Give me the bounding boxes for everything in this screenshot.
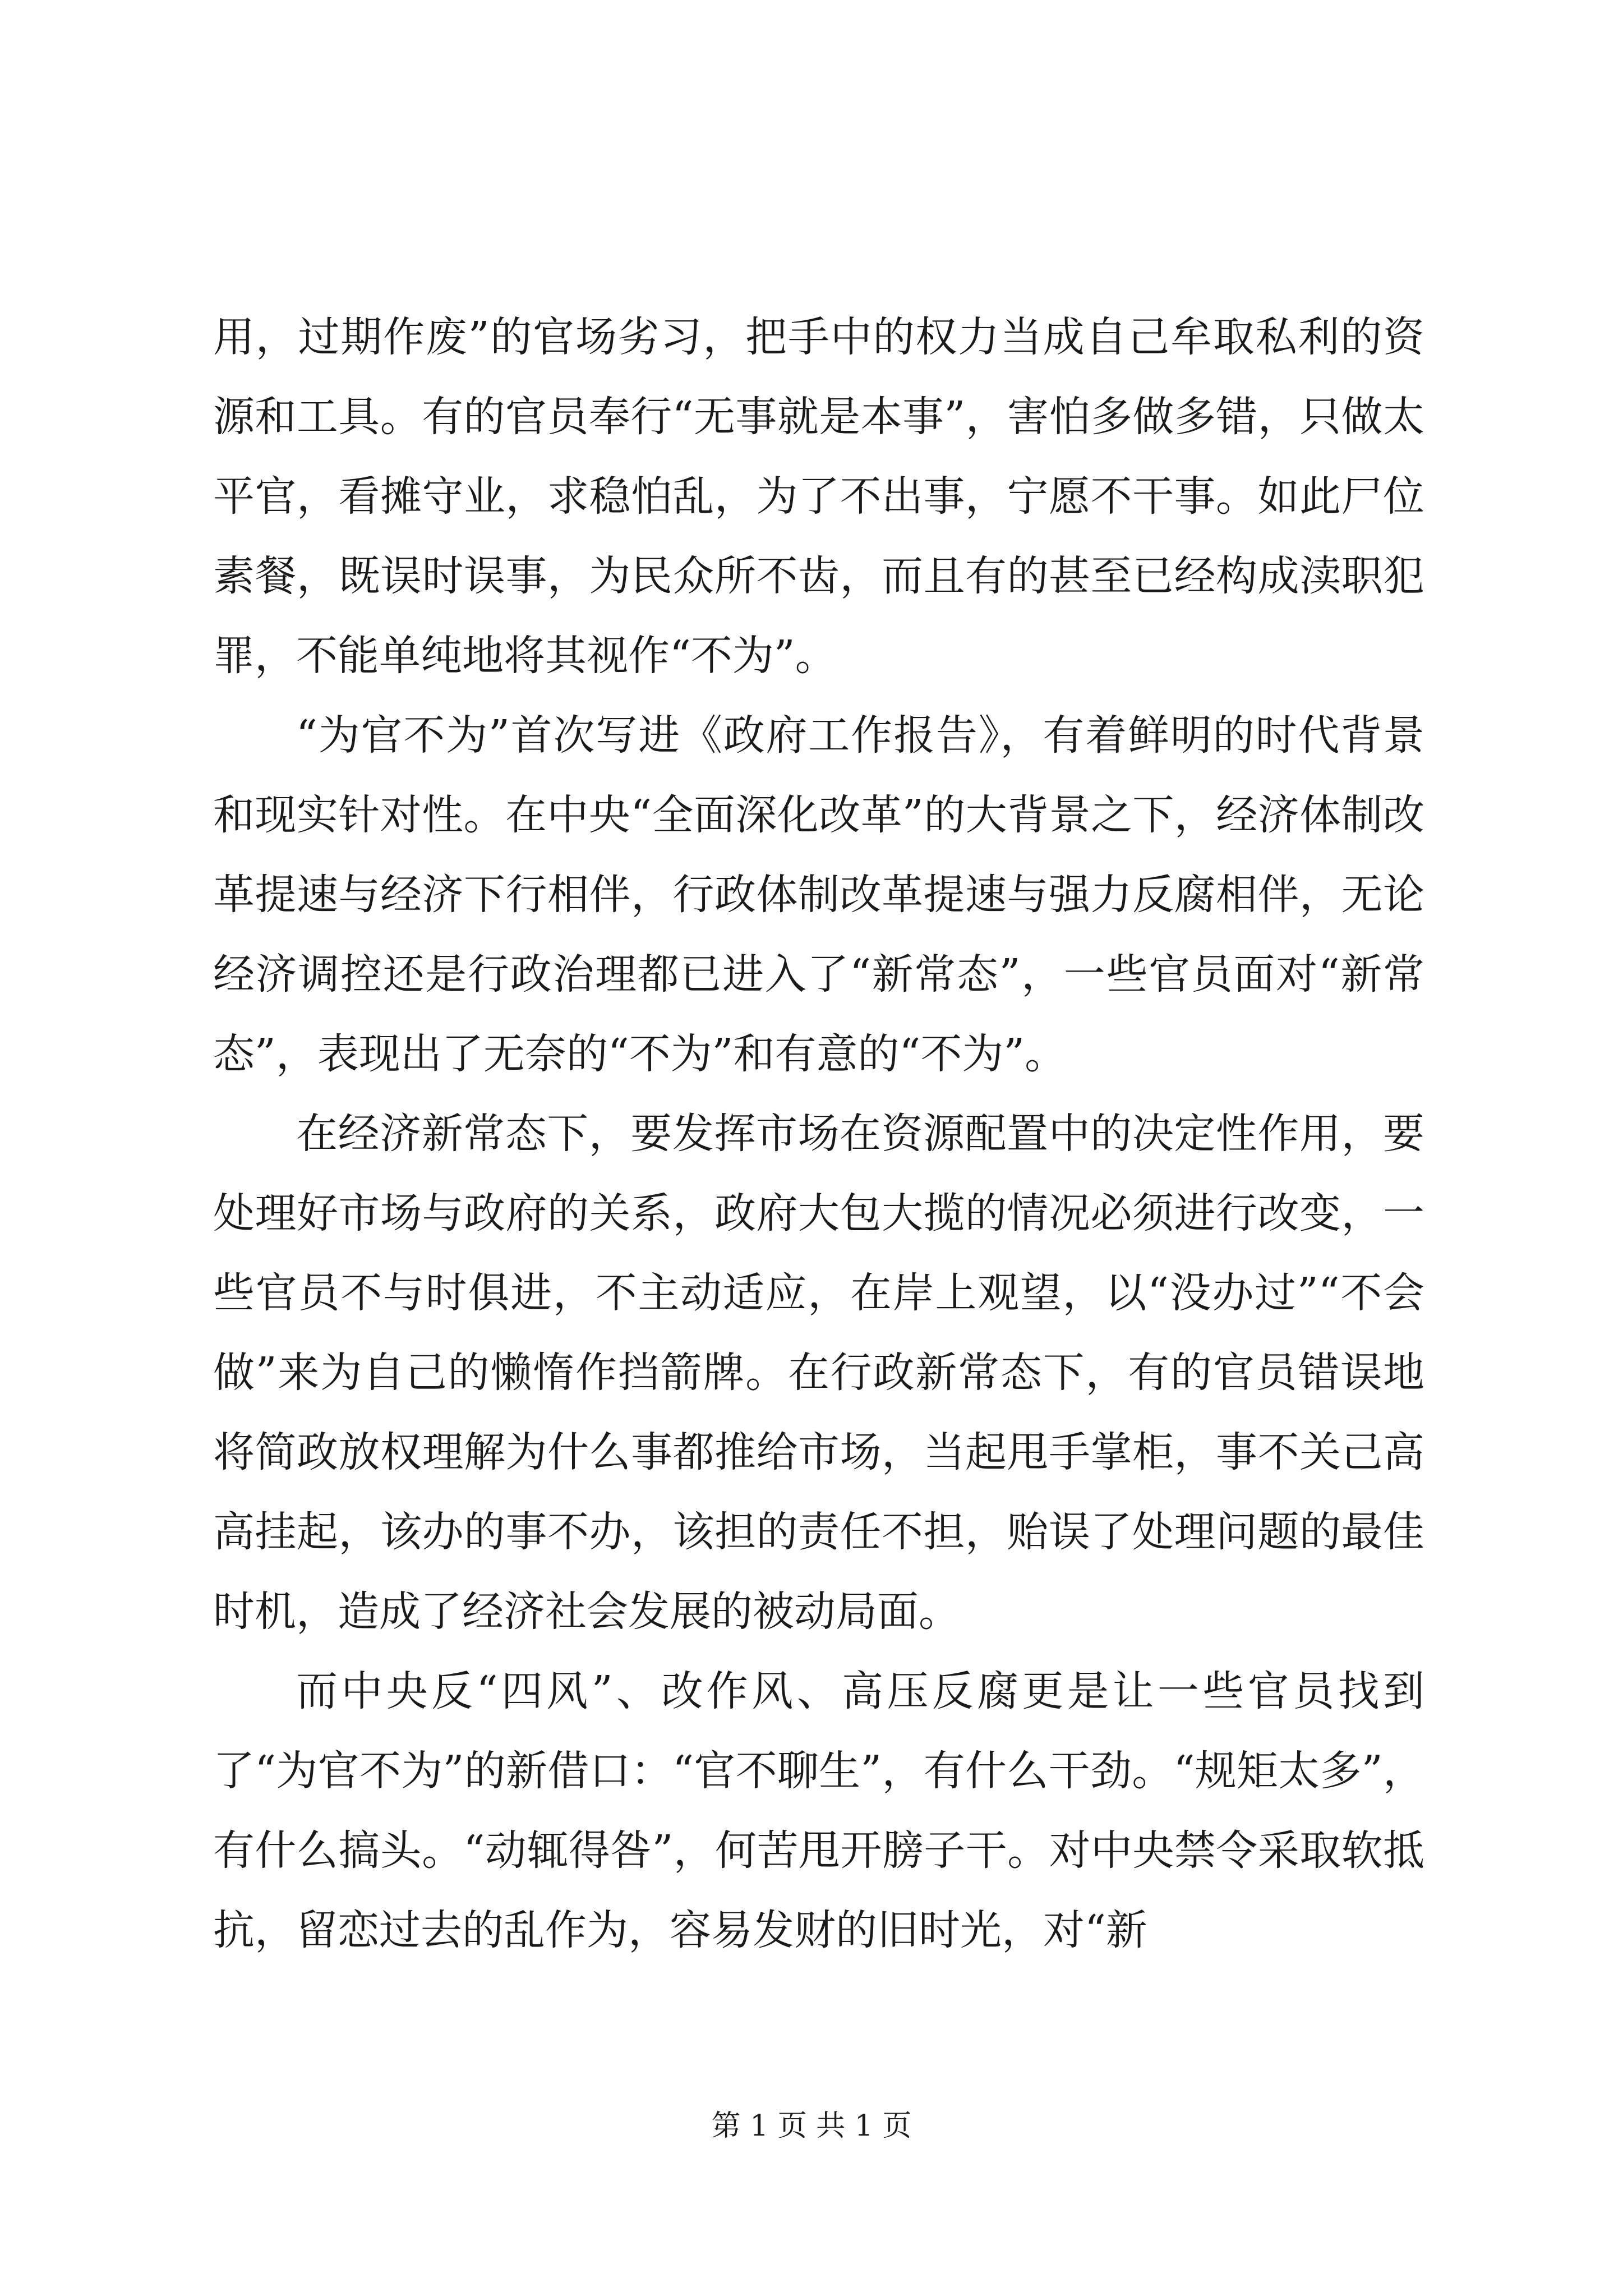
page-footer: 第 1 页 共 1 页 bbox=[711, 2109, 912, 2143]
paragraph-1: 用，过期作废”的官场劣习，把手中的权力当成自己牟取私利的资源和工具。有的官员奉行“无事就是本事”，害怕多做多错，只做太平官，看摊守业，求稳怕乱，为了不出事，宁愿不干事。如此尸位素餐，既误时误事，为民众所不齿，而且有的甚至已经构成渎职犯罪，不能单纯地将其视作“不为”。 bbox=[213, 313, 1424, 680]
paragraph-3: 在经济新常态下，要发挥市场在资源配置中的决定性作用，要处理好市场与政府的关系，政府大包大揽的情况必须进行改变，一些官员不与时俱进，不主动适应，在岸上观望，以“没办过”“不会做”来为自己的懒惰作挡箭牌。在行政新常态下，有的官员错误地将简政放权理解为什么事都推给市场，当起甩手掌柜，事不关己高高挂起，该办的事不办，该担的责任不担，贻误了处理问题的最佳时机，造成了经济社会发展的被动局面。 bbox=[213, 1110, 1424, 1636]
paragraph-4: 而中央反“四风”、改作风、高压反腐更是让一些官员找到了“为官不为”的新借口：“官不聊生”，有什么干劲。“规矩太多”，有什么搞头。“动辄得咎”，何苦甩开膀子干。对中央禁令采取软抵抗，留恋过去的乱作为，容易发财的旧时光，对“新 bbox=[213, 1667, 1424, 1954]
body-text bbox=[213, 297, 1424, 1970]
paragraph-2: “为官不为”首次写进《政府工作报告》，有着鲜明的时代背景和现实针对性。在中央“全面深化改革”的大背景之下，经济体制改革提速与经济下行相伴，行政体制改革提速与强力反腐相伴，无论经济调控还是行政治理都已进入了“新常态”，一些官员面对“新常态”，表现出了无奈的“不为”和有意的“不为”。 bbox=[213, 711, 1424, 1078]
